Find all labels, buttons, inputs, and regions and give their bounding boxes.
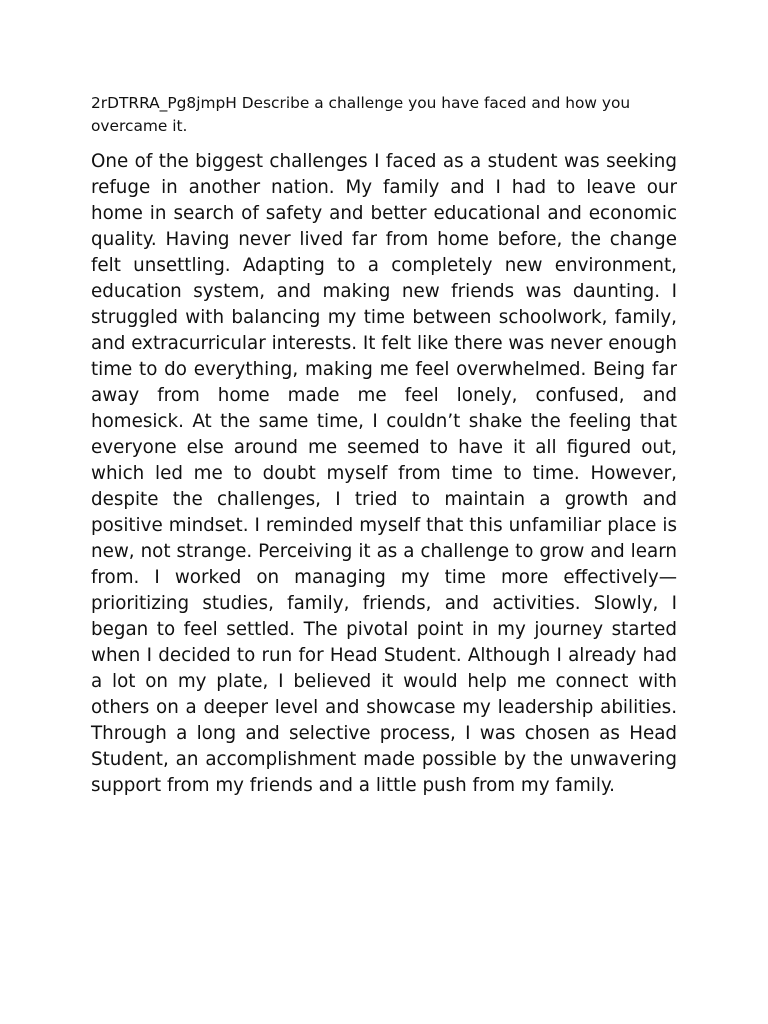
essay-prompt: 2rDTRRA_Pg8jmpH Describe a challenge you have faced and how you overcame it. xyxy=(91,94,631,135)
essay-body: One of the biggest challenges I faced as a student was seeking refuge in another nation. My family and I had to leave our home in search of safety and better educational and economic quality. Having never lived far from home before, the change felt unsettling. Adapting to a completely new environment, education system, and making new friends was daunting. I struggled with balancing my time between schoolwork, family, and extracurricular interests. It felt like there was never enough time to do everything, making me feel overwhelmed. Being far away from home made me feel lonely, confused, and homesick. At the same time, I couldn’t shake the feeling that everyone else around me seemed to have it all figured out, which led me to doubt myself from time to time. However, despite the challenges, I tried to maintain a growth and positive mindset. I reminded myself that this unfamiliar place is new, not strange. Perceiving it as a challenge to grow and learn from. I worked on managing my time more effectively—prioritizing studies, family, friends, and activities. Slowly, I began to feel settled. The pivotal point in my journey started when I decided to run for Head Student. Although I already had a lot on my plate, I believed it would help me connect with others on a deeper level and showcase my leadership abilities. Through a long and selective process, I was chosen as Head Student, an accomplishment made possible by the unwavering support from my friends and a little push from my family. xyxy=(91,151,677,796)
document-page xyxy=(91,92,677,799)
